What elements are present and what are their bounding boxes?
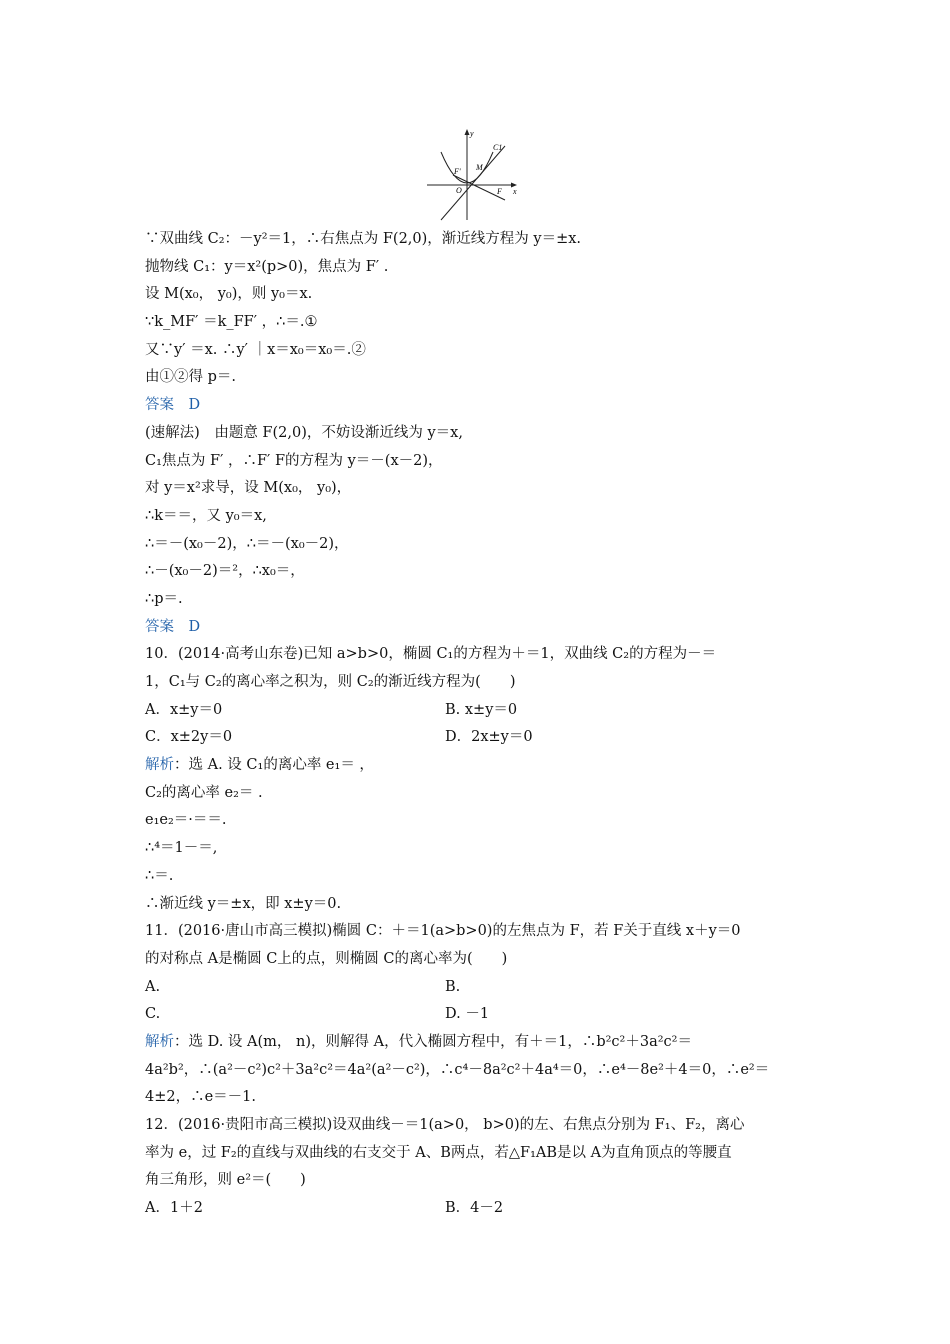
text-line: ∴渐近线 y＝±x，即 x±y＝0.: [145, 895, 342, 912]
text-line: ∴－(x₀－2)＝²，∴x₀＝，: [145, 563, 305, 580]
option-c: C．x±2y＝0: [145, 729, 233, 746]
text-line: e₁e₂＝·＝＝.: [145, 812, 227, 829]
option-b: B．4－2: [445, 1200, 504, 1217]
option-b: B. x±y＝0: [445, 701, 518, 718]
text-line: 对 y＝x²求导，设 M(x₀， y₀)，: [145, 480, 352, 497]
question-line: 11．(2016·唐山市高三模拟)椭圆 C：＋＝1(a>b>0)的左焦点为 F，若 F关于直线 x＋y＝0: [145, 923, 741, 940]
option-a: A.: [145, 978, 161, 995]
text-line: 4a²b²，∴(a²－c²)c²＋3a²c²＝4a²(a²－c²)，∴c⁴－8a²c²＋4a⁴＝0，∴e⁴－8e²＋4＝0，∴e²＝: [145, 1061, 770, 1078]
figure-label-x: x: [513, 187, 517, 196]
options-row: [145, 974, 815, 1002]
question-line: 1，C₁与 C₂的离心率之积为，则 C₂的渐近线方程为( ): [145, 674, 516, 690]
answer-line: 答案 D: [145, 397, 201, 414]
question-line: 角三角形，则 e²＝( ): [145, 1172, 306, 1189]
solution-text: [145, 226, 815, 1223]
text-line: ∴k＝＝，又 y₀＝x,: [145, 507, 267, 524]
option-d: D．2x±y＝0: [445, 729, 533, 746]
text-line: ∵双曲线 C₂：－y²＝1，∴右焦点为 F(2,0)，渐近线方程为 y＝±x.: [145, 231, 582, 247]
text-line: 抛物线 C₁：y＝x²(p>0)，焦点为 F′ .: [145, 258, 389, 275]
text-line: ∴⁴＝1－＝,: [145, 840, 218, 857]
option-a: A．x±y＝0: [145, 701, 223, 718]
option-d: D. －1: [445, 1006, 490, 1023]
y-axis-arrow: [465, 129, 470, 135]
parabola-asymptote-figure: [423, 124, 523, 224]
options-row: [145, 697, 815, 725]
text-line: C₁焦点为 F′ ，∴F′ F的方程为 y＝－(x－2)，: [145, 452, 443, 469]
text-line: 设 M(x₀， y₀)，则 y₀＝x.: [145, 286, 313, 303]
text-line: 4±2，∴e＝－1.: [145, 1089, 257, 1106]
question-line: 的对称点 A是椭圆 C上的点，则椭圆 C的离心率为( ): [145, 950, 508, 967]
text-line: 又∵y′ ＝x. ∴y′ ｜x＝x₀＝x₀＝.②: [145, 341, 366, 358]
option-c: C.: [145, 1006, 161, 1023]
analysis-line: 解析：选 A. 设 C₁的离心率 e₁＝ ，: [145, 757, 374, 774]
text-line: ∵k_MF′ ＝k_FF′ ，∴＝.①: [145, 314, 318, 331]
options-row: [145, 1001, 815, 1029]
figure-label-f-prime: F': [454, 167, 461, 176]
text-line: ∴p＝.: [145, 590, 183, 607]
answer-line: 答案 D: [145, 618, 201, 635]
text-line: (速解法) 由题意 F(2,0)，不妨设渐近线为 y＝x,: [145, 424, 463, 441]
option-a: A．1＋2: [145, 1200, 203, 1217]
question-line: 10．(2014·高考山东卷)已知 a>b>0，椭圆 C₁的方程为＋＝1，双曲线 C₂的方程为－＝: [145, 646, 717, 663]
options-row: [145, 724, 815, 752]
asymptote-line: [441, 146, 505, 220]
option-b: B.: [445, 978, 461, 995]
text-line: ∴＝.: [145, 867, 174, 884]
figure-label-origin: O: [456, 186, 462, 195]
question-line: 率为 e，过 F₂的直线与双曲线的右支交于 A、B两点，若△F₁AB是以 A为直角顶点的等腰直: [145, 1144, 732, 1161]
analysis-label: 解析: [145, 757, 174, 774]
figure-label-m: M: [476, 163, 483, 172]
figure-label-c1: C1: [493, 143, 503, 152]
text-line: C₂的离心率 e₂＝ .: [145, 784, 263, 801]
options-row: [145, 1195, 815, 1223]
question-line: 12．(2016·贵阳市高三模拟)设双曲线－＝1(a>0， b>0)的左、右焦点分别为 F₁、F₂，离心: [145, 1117, 745, 1133]
figure-label-y: y: [470, 129, 474, 138]
text-line: ∴＝－(x₀－2)，∴＝－(x₀－2)，: [145, 535, 349, 552]
analysis-label: 解析: [145, 1033, 174, 1050]
analysis-line: 解析：选 D. 设 A(m， n)，则解得 A，代入椭圆方程中，有＋＝1，∴b²c²＋3a²c²＝: [145, 1033, 692, 1050]
text-line: 由①②得 p＝.: [145, 369, 236, 386]
figure-label-f: F: [497, 187, 502, 196]
